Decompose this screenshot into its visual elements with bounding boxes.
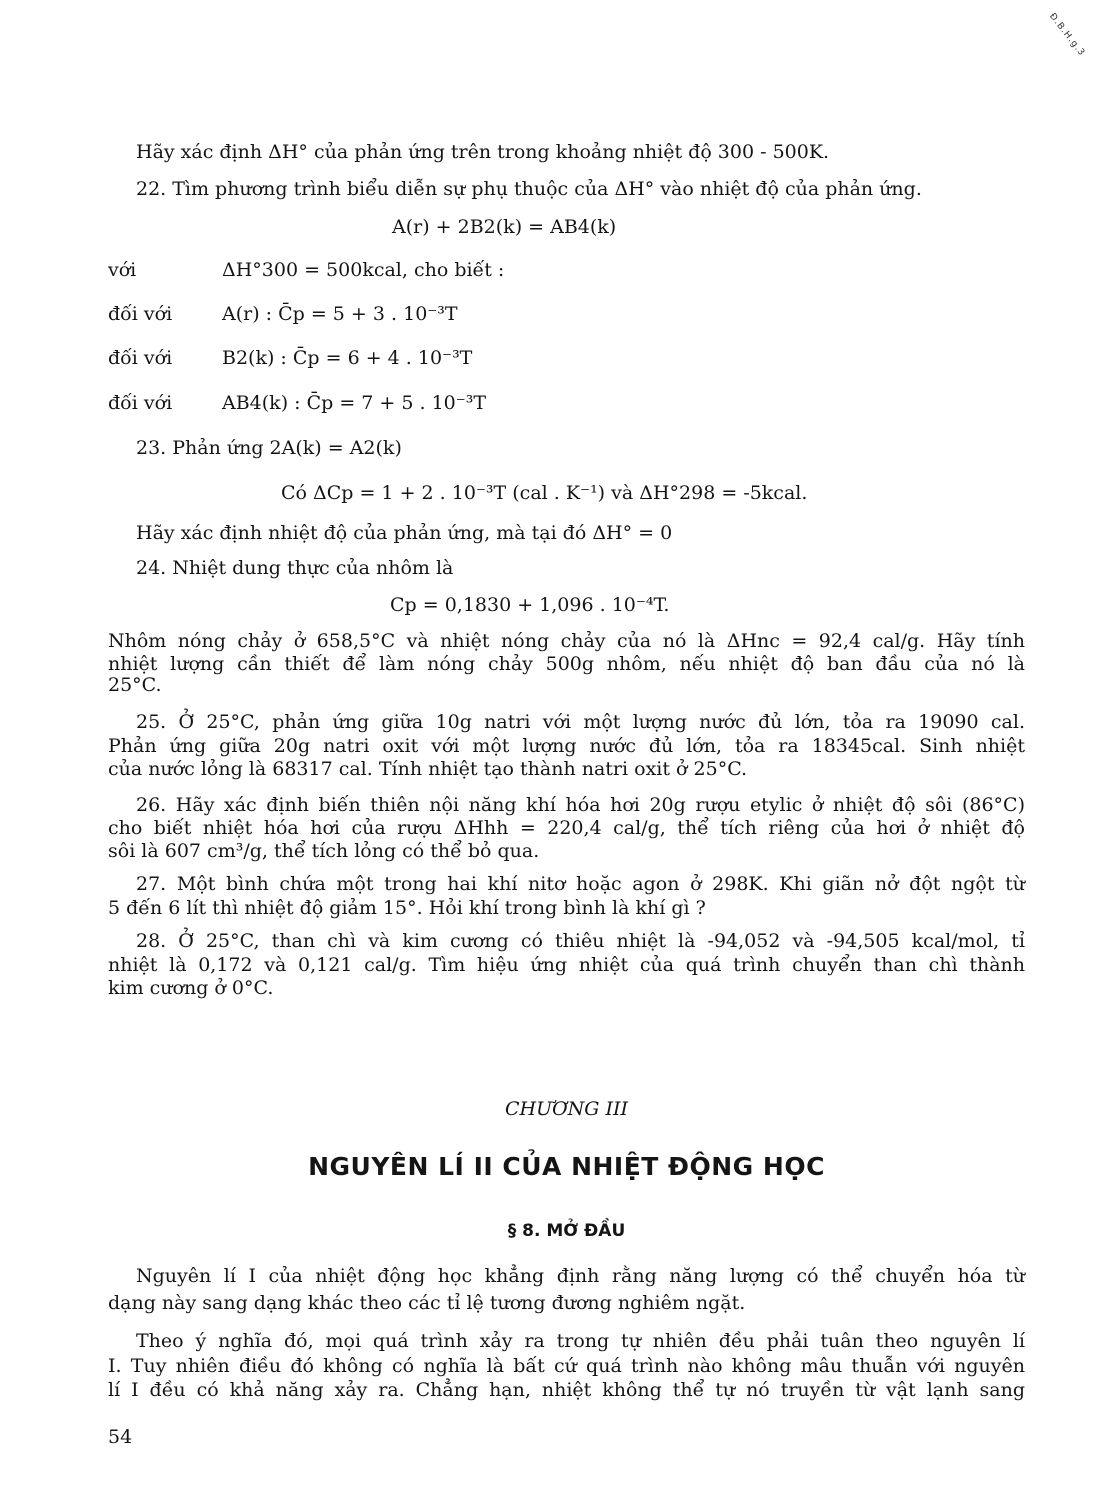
problem-26-line-2: cho biết nhiệt hóa hơi của rượu ΔHhh = 220,4 cal/g, thể tích riêng của hơi ở nhiệt độ [108, 817, 1025, 839]
problem-24-formula: Cp = 0,1830 + 1,096 . 10⁻⁴T. [390, 594, 670, 616]
problem-24-intro: 24. Nhiệt dung thực của nhôm là [136, 557, 454, 579]
intro-p2-line-3: lí I đều có khả năng xảy ra. Chẳng hạn, nhiệt không thể tự nó truyền từ vật lạnh sang [108, 1379, 1025, 1401]
problem-22-intro: 22. Tìm phương trình biểu diễn sự phụ thuộc của ΔH° vào nhiệt độ của phản ứng. [136, 178, 922, 200]
problem-24-line-2: nhiệt lượng cần thiết để làm nóng chảy 500g nhôm, nếu nhiệt độ ban đầu của nó là [108, 653, 1025, 675]
problem-23-given: Có ΔCp = 1 + 2 . 10⁻³T (cal . K⁻¹) và ΔH°298 = -5kcal. [281, 482, 808, 504]
problem-24-line-3: 25°C. [108, 674, 162, 696]
label-for-a: đối với [108, 303, 173, 325]
problem-28-line-1: 28. Ở 25°C, than chì và kim cương có thiêu nhiệt là -94,052 và -94,505 kcal/mol, tỉ [136, 930, 1025, 952]
heat-capacity-ab: AB4(k) : C̄p = 7 + 5 . 10⁻³T [222, 392, 487, 414]
chapter-title: NGUYÊN LÍ II CỦA NHIỆT ĐỘNG HỌC [308, 1152, 825, 1181]
problem-25-line-3: của nước lỏng là 68317 cal. Tính nhiệt tạo thành natri oxit ở 25°C. [108, 758, 748, 780]
problem-25-line-2: Phản ứng giữa 20g natri oxit với một lượng nước đủ lớn, tỏa ra 18345cal. Sinh nhiệt [108, 735, 1025, 757]
section-heading: § 8. MỞ ĐẦU [507, 1221, 626, 1241]
problem-21-question: Hãy xác định ΔH° của phản ứng trên trong khoảng nhiệt độ 300 - 500K. [136, 141, 830, 163]
heat-capacity-a: A(r) : C̄p = 5 + 3 . 10⁻³T [222, 303, 458, 325]
intro-p2-line-2: I. Tuy nhiên điều đó không có nghĩa là bất cứ quá trình nào không mâu thuẫn với nguyên [108, 1355, 1025, 1377]
problem-28-line-3: kim cương ở 0°C. [108, 977, 274, 999]
problem-22-reaction: A(r) + 2B2(k) = AB4(k) [392, 216, 617, 238]
intro-p2-line-1: Theo ý nghĩa đó, mọi quá trình xảy ra trong tự nhiên đều phải tuân theo nguyên lí [136, 1330, 1025, 1352]
intro-p1-line-2: dạng này sang dạng khác theo các tỉ lệ tương đương nghiêm ngặt. [108, 1292, 746, 1314]
problem-26-line-3: sôi là 607 cm³/g, thể tích lỏng có thể bỏ qua. [108, 840, 540, 862]
label-for-b: đối với [108, 347, 173, 369]
intro-p1-line-1: Nguyên lí I của nhiệt động học khẳng định rằng năng lượng có thể chuyển hóa từ [136, 1265, 1025, 1287]
problem-24-line-1: Nhôm nóng chảy ở 658,5°C và nhiệt nóng chảy của nó là ΔHnc = 92,4 cal/g. Hãy tính [108, 630, 1025, 652]
problem-23-intro: 23. Phản ứng 2A(k) = A2(k) [136, 437, 402, 459]
problem-23-question: Hãy xác định nhiệt độ của phản ứng, mà tại đó ΔH° = 0 [136, 522, 673, 544]
problem-27-line-2: 5 đến 6 lít thì nhiệt độ giảm 15°. Hỏi khí trong bình là khí gì ? [108, 897, 706, 919]
chapter-label: CHƯƠNG III [504, 1098, 629, 1120]
problem-28-line-2: nhiệt là 0,172 và 0,121 cal/g. Tìm hiệu ứng nhiệt của quá trình chuyển than chì thành [108, 954, 1025, 976]
problem-22-given: ΔH°300 = 500kcal, cho biết : [222, 259, 505, 281]
problem-27-line-1: 27. Một bình chứa một trong hai khí nitơ hoặc agon ở 298K. Khi giãn nở đột ngột từ [136, 873, 1025, 895]
label-for-ab: đối với [108, 392, 173, 414]
label-with: với [108, 259, 137, 281]
page-number: 54 [108, 1426, 133, 1448]
problem-25-line-1: 25. Ở 25°C, phản ứng giữa 10g natri với một lượng nước đủ lớn, tỏa ra 19090 cal. [136, 711, 1025, 733]
problem-26-line-1: 26. Hãy xác định biến thiên nội năng khí hóa hơi 20g rượu etylic ở nhiệt độ sôi (86°C) [136, 794, 1025, 816]
library-stamp: Đ.B.H.g.3 [1047, 11, 1088, 59]
heat-capacity-b: B2(k) : C̄p = 6 + 4 . 10⁻³T [222, 347, 473, 369]
